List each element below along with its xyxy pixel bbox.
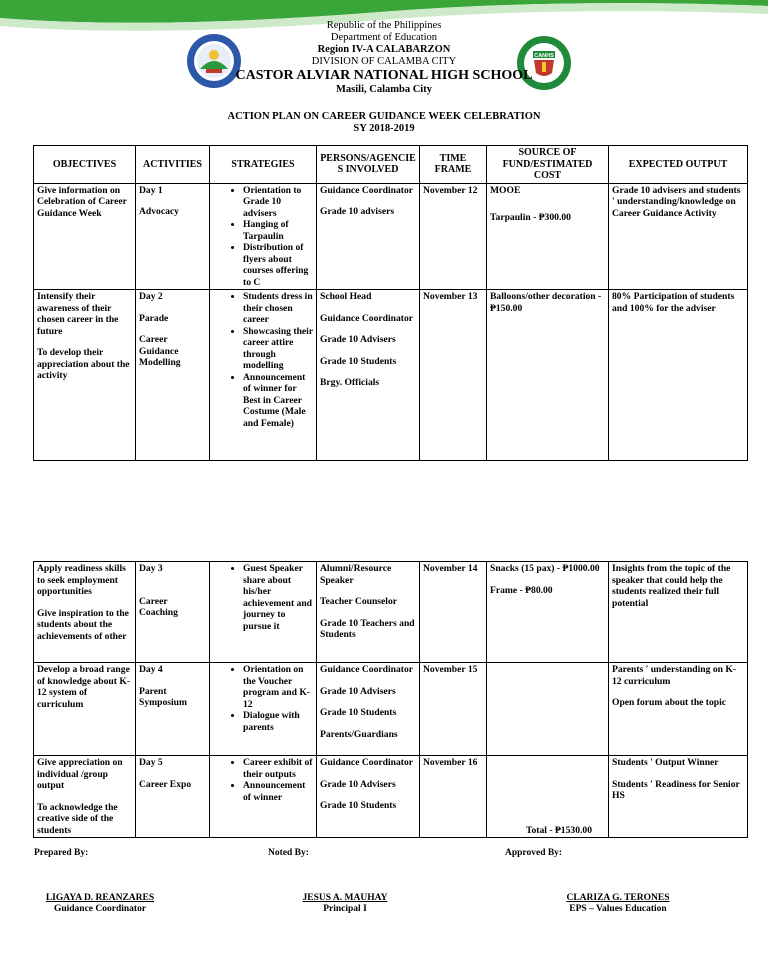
noted-signatory xyxy=(265,893,425,915)
strategy-item: • Hanging of Tarpaulin xyxy=(243,219,313,242)
header-activities: ACTIVITIES xyxy=(136,146,210,184)
source-cell: Snacks (15 pax) - ₱1000.00 Frame - ₱80.00 xyxy=(487,562,609,663)
republic-line: Republic of the Philippines xyxy=(326,20,442,31)
region-line: Region IV-A CALABARZON xyxy=(317,44,451,55)
strategy-item: • Dialogue with parents xyxy=(243,710,313,733)
prepared-name: LIGAYA D. REANZARES xyxy=(45,893,155,903)
noted-name: JESUS A. MAUHAY xyxy=(302,893,388,903)
persons-cell: Guidance Coordinator Grade 10 Advisers Grade 10 Students Parents/Guardians xyxy=(317,663,420,756)
header-time-frame: TIME FRAME xyxy=(420,146,487,184)
persons-cell: Guidance Coordinator Grade 10 Advisers Grade 10 Students xyxy=(317,756,420,838)
output-cell: Grade 10 advisers and students ' understanding/knowledge on Career Guidance Activity xyxy=(609,183,748,290)
strategy-item: • Orientation to Grade 10 advisers xyxy=(243,185,313,220)
objectives-cell: Give information on Celebration of Career Guidance Week xyxy=(34,183,136,290)
table-row xyxy=(34,756,748,838)
strategy-item: • Distribution of flyers about courses offering to C xyxy=(243,242,313,288)
table-row xyxy=(34,183,748,290)
strategy-item: • Students dress in their chosen career xyxy=(243,291,313,326)
table-row xyxy=(34,663,748,756)
persons-cell: Guidance Coordinator Grade 10 advisers xyxy=(317,183,420,290)
objectives-cell: Develop a broad range of knowledge about K-12 system of curriculum xyxy=(34,663,136,756)
approved-name: CLARIZA G. TERONES xyxy=(566,893,670,903)
school-logo-text: CANHS xyxy=(534,53,554,59)
source-cell: Balloons/other decoration - ₱150.00 xyxy=(487,290,609,461)
activities-cell: Day 2 Parade Career Guidance Modelling xyxy=(136,290,210,461)
title-line-2: SY 2018-2019 xyxy=(353,123,415,134)
activities-cell: Day 1 Advocacy xyxy=(136,183,210,290)
time-cell: November 14 xyxy=(420,562,487,663)
approved-role: EPS – Values Education xyxy=(569,904,667,914)
strategies-cell xyxy=(210,562,317,663)
header-objectives: OBJECTIVES xyxy=(34,146,136,184)
objectives-cell: Give appreciation on individual /group output To acknowledge the creative side of the students xyxy=(34,756,136,838)
time-cell: November 12 xyxy=(420,183,487,290)
strategy-item: • Announcement of winner xyxy=(243,780,313,803)
activities-cell: Day 4 Parent Symposium xyxy=(136,663,210,756)
strategy-item: • Career exhibit of their outputs xyxy=(243,757,313,780)
document-title xyxy=(0,111,768,135)
output-cell: Parents ' understanding on K-12 curriculum Open forum about the topic xyxy=(609,663,748,756)
header-persons: PERSONS/AGENCIE S INVOLVED xyxy=(317,146,420,184)
strategy-item: • Orientation on the Voucher program and K-12 xyxy=(243,664,313,710)
school-address: Masili, Calamba City xyxy=(336,84,432,95)
output-cell: Insights from the topic of the speaker that could help the students realized their full potential xyxy=(609,562,748,663)
strategies-cell xyxy=(210,663,317,756)
letterhead xyxy=(0,20,768,96)
action-plan-table-part1 xyxy=(33,145,748,461)
time-cell: November 13 xyxy=(420,290,487,461)
table-header-row xyxy=(34,146,748,184)
objectives-cell: Intensify their awareness of their chosen career in the future To develop their appreciation about the activity xyxy=(34,290,136,461)
strategy-item: • Showcasing their career attire through modelling xyxy=(243,326,313,372)
department-line: Department of Education xyxy=(330,32,438,43)
title-line-1: ACTION PLAN ON CAREER GUIDANCE WEEK CELEBRATION xyxy=(227,111,541,122)
header-strategies: STRATEGIES xyxy=(210,146,317,184)
persons-cell: Alumni/Resource Speaker Teacher Counselor Grade 10 Teachers and Students xyxy=(317,562,420,663)
time-cell: November 15 xyxy=(420,663,487,756)
prepared-role: Guidance Coordinator xyxy=(53,904,147,914)
activities-cell: Day 3 Career Coaching xyxy=(136,562,210,663)
total-cost: Total - ₱1530.00 xyxy=(525,824,592,836)
source-cell xyxy=(487,663,609,756)
strategies-cell xyxy=(210,183,317,290)
approved-by-label: Approved By: xyxy=(505,848,563,858)
prepared-signatory xyxy=(20,893,180,915)
strategy-item: • Guest Speaker share about his/her achievement and journey to pursue it xyxy=(243,563,313,632)
prepared-by-label: Prepared By: xyxy=(34,848,89,858)
table-row xyxy=(34,562,748,663)
strategy-item: • Announcement of winner for Best in Career Costume (Male and Female) xyxy=(243,372,313,430)
activities-cell: Day 5 Career Expo xyxy=(136,756,210,838)
persons-cell: School Head Guidance Coordinator Grade 10 Advisers Grade 10 Students Brgy. Officials xyxy=(317,290,420,461)
strategies-cell xyxy=(210,756,317,838)
header-source: SOURCE OF FUND/ESTIMATED COST xyxy=(487,146,609,184)
action-plan-table-part2 xyxy=(33,561,748,838)
objectives-cell: Apply readiness skills to seek employment opportunities Give inspiration to the students about the achievements of other xyxy=(34,562,136,663)
source-cell: MOOE Tarpaulin - ₱300.00 xyxy=(487,183,609,290)
school-name: CASTOR ALVIAR NATIONAL HIGH SCHOOL xyxy=(235,68,533,83)
noted-by-label: Noted By: xyxy=(268,848,309,858)
time-cell: November 16 xyxy=(420,756,487,838)
output-cell: 80% Participation of students and 100% for the adviser xyxy=(609,290,748,461)
header-expected-output: EXPECTED OUTPUT xyxy=(609,146,748,184)
noted-role: Principal I xyxy=(323,904,367,914)
source-cell xyxy=(487,756,609,838)
division-line: DIVISION OF CALAMBA CITY xyxy=(311,56,457,67)
strategies-cell xyxy=(210,290,317,461)
table-row xyxy=(34,290,748,461)
approved-signatory xyxy=(538,893,698,915)
output-cell: Students ' Output Winner Students ' Readiness for Senior HS xyxy=(609,756,748,838)
